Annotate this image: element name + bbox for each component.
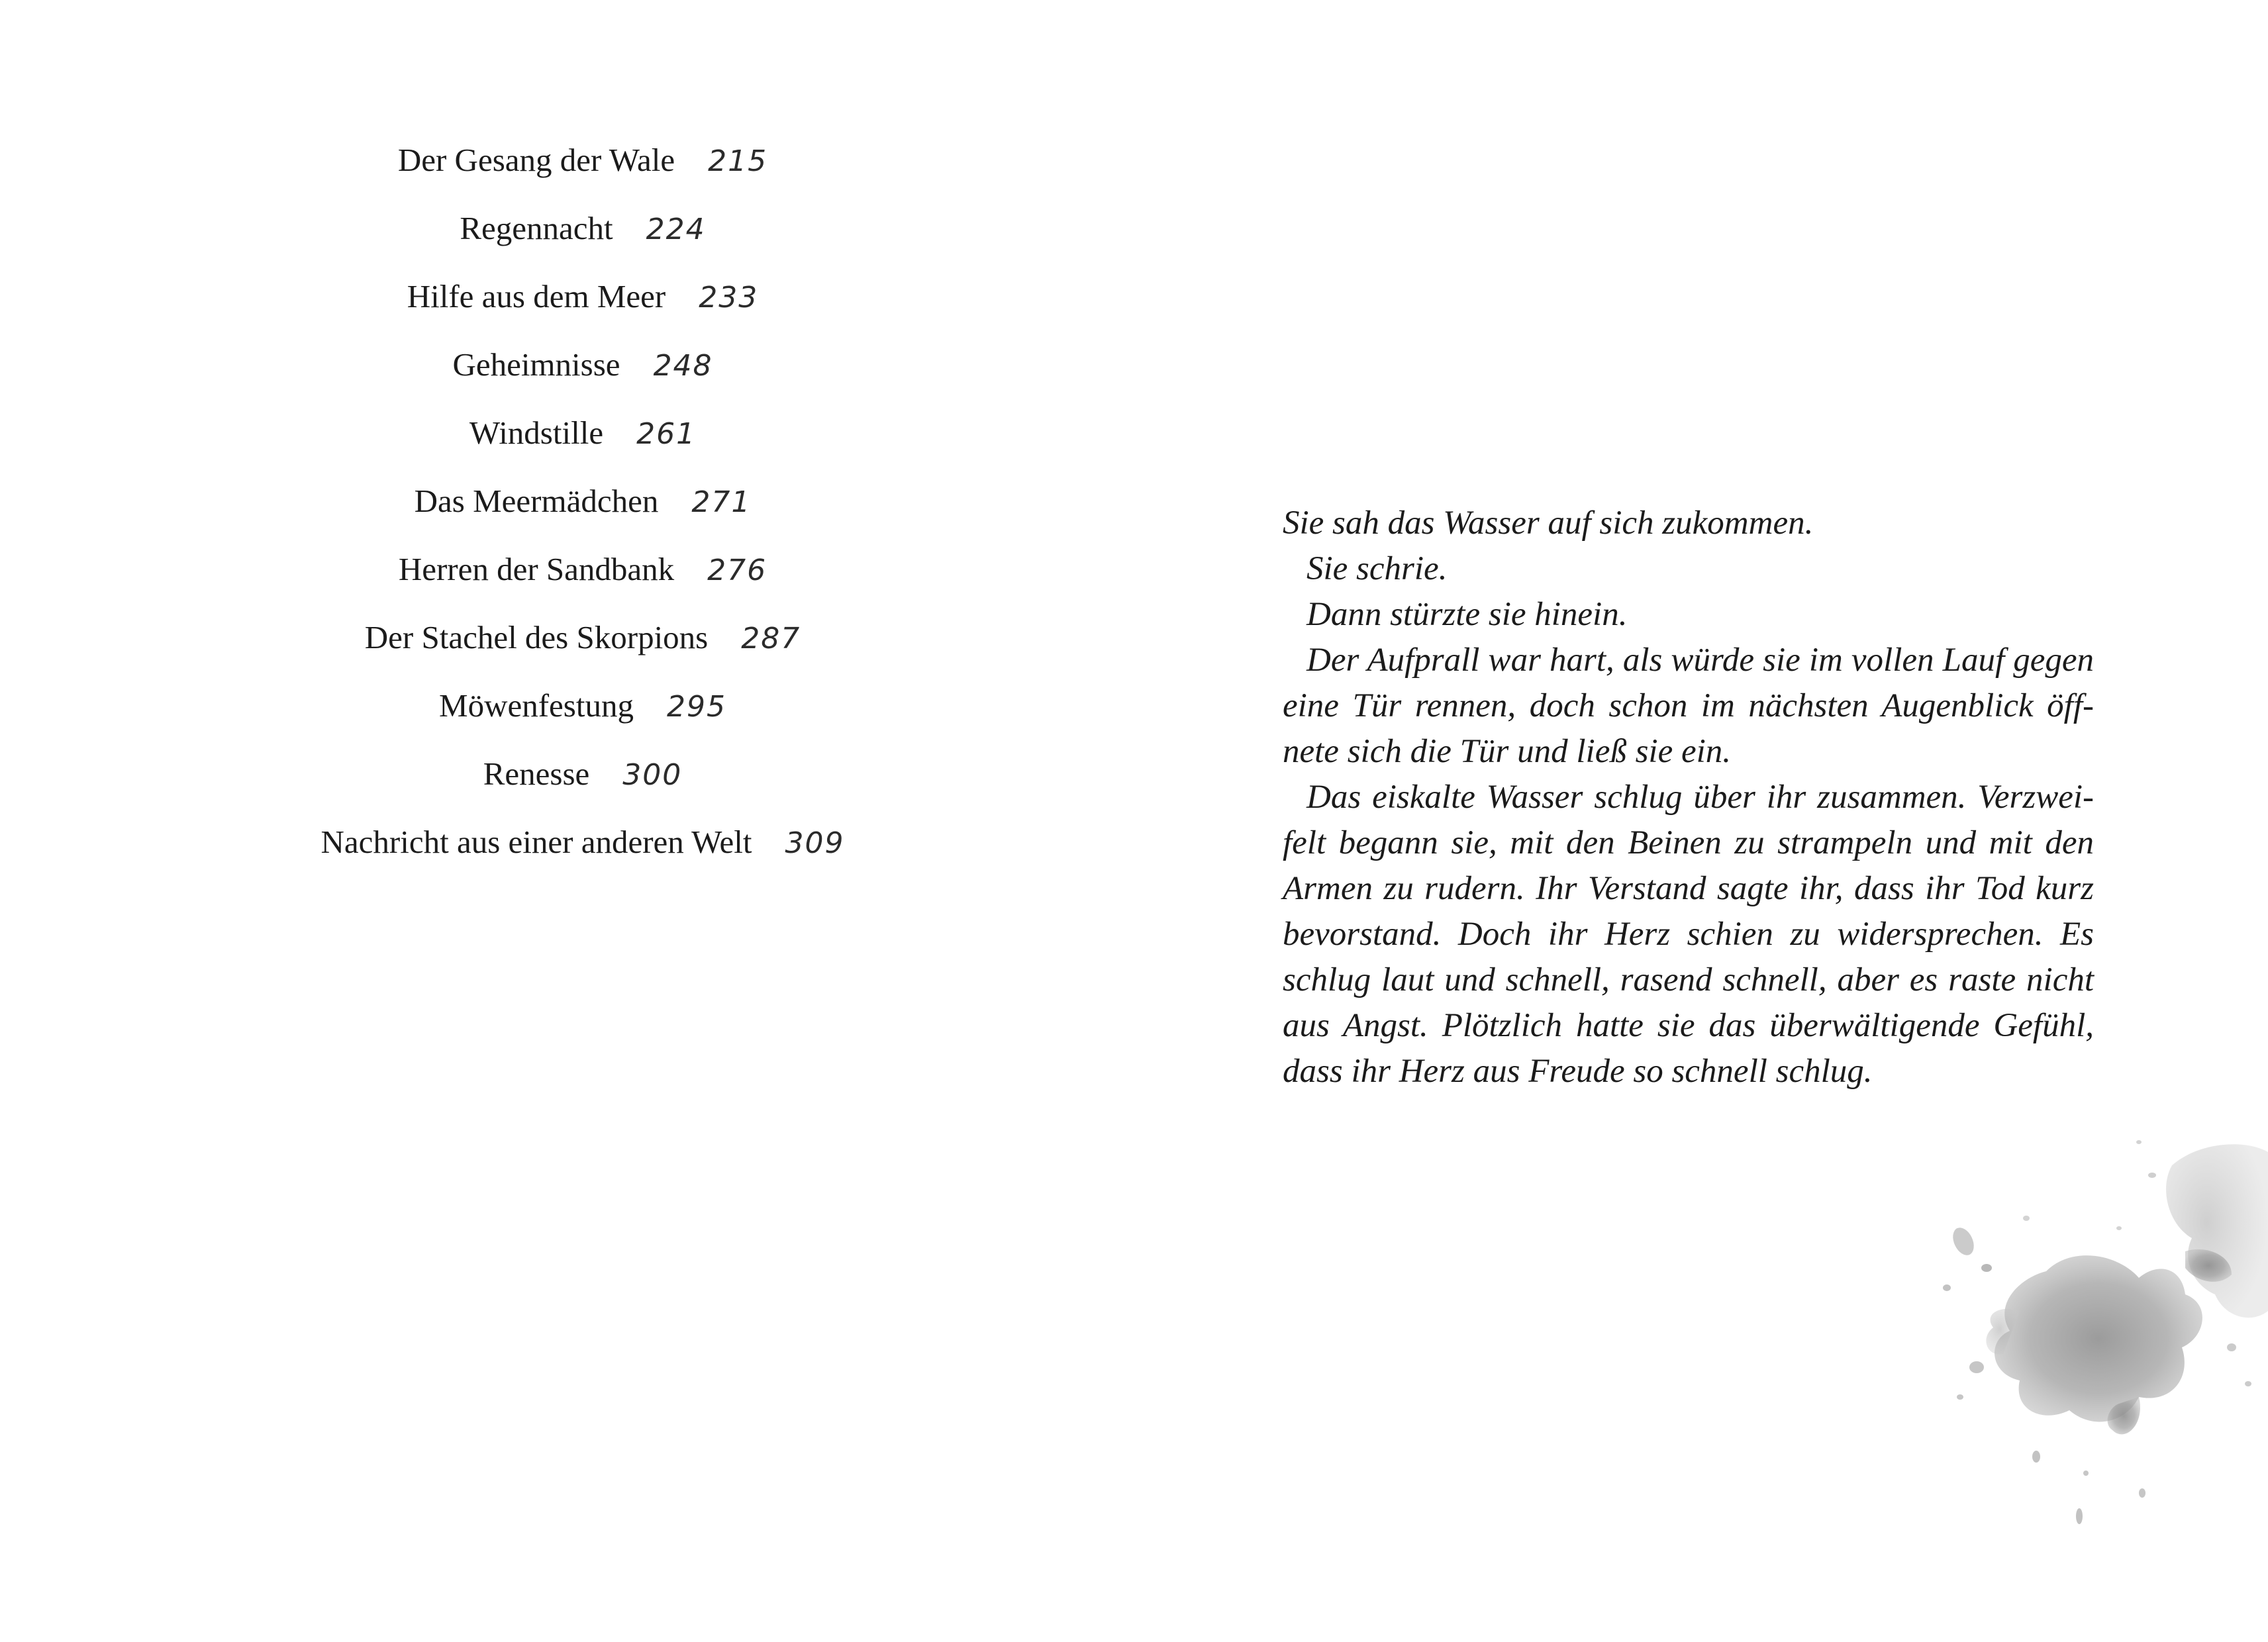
toc-entry <box>0 399 1165 467</box>
toc-chapter-title: Herren der Sandbank <box>398 551 675 587</box>
toc-chapter-title: Regennacht <box>460 210 613 246</box>
toc-entry <box>0 808 1165 876</box>
excerpt-paragraph: Der Aufprall war hart, als würde sie im vollen Lauf gegen eine Tür rennen, doch schon im nächsten Augenblick öffnete sich die Tür und ließ sie ein. <box>1283 642 2094 770</box>
excerpt-paragraph: Sie schrie. <box>1307 550 1448 587</box>
toc-chapter-title: Renesse <box>483 755 590 792</box>
toc-chapter-title: Windstille <box>469 414 604 451</box>
toc-entry <box>0 467 1165 535</box>
toc-entry <box>0 535 1165 603</box>
toc-entry <box>0 330 1165 399</box>
toc-page-number: 276 <box>707 554 767 587</box>
toc-chapter-title: Der Stachel des Skorpions <box>364 619 709 655</box>
toc-chapter-title: Möwenfestung <box>439 687 634 724</box>
toc-entry <box>0 194 1165 262</box>
toc-page-number: 261 <box>636 417 697 451</box>
toc-page-number: 271 <box>691 485 752 519</box>
toc-chapter-title: Hilfe aus dem Meer <box>407 278 666 314</box>
toc-chapter-title: Der Gesang der Wale <box>397 142 675 178</box>
excerpt-paragraph: Dann stürzte sie hinein. <box>1307 596 1628 633</box>
toc-entry <box>0 603 1165 671</box>
toc-page-number: 287 <box>741 622 801 655</box>
toc-page-number: 300 <box>622 758 683 792</box>
excerpt-paragraph: Sie sah das Wasser auf sich zukommen. <box>1283 505 1814 542</box>
toc-page-number: 224 <box>646 213 706 246</box>
toc-page-number: 233 <box>699 281 759 314</box>
ink-splash-icon <box>1920 1112 2268 1549</box>
toc-chapter-title: Geheimnisse <box>452 346 620 383</box>
toc-entry <box>0 740 1165 808</box>
toc-entry <box>0 671 1165 740</box>
toc-entry <box>0 126 1165 194</box>
toc-page-number: 295 <box>666 690 726 724</box>
toc-chapter-title: Nachricht aus einer anderen Welt <box>320 824 752 860</box>
toc-page-number: 248 <box>653 349 713 383</box>
story-excerpt <box>1283 501 2094 1094</box>
toc-page-number: 215 <box>708 144 768 178</box>
table-of-contents <box>0 126 1165 876</box>
toc-page-number: 309 <box>785 826 845 860</box>
excerpt-paragraph: Das eiskalte Wasser schlug über ihr zusammen. Verzweifelt begann sie, mit den Beinen zu strampeln und mit den Armen zu rudern. Ihr Verstand sagte ihr, dass ihr Tod kurz bevorstand. Doch ihr Herz schien zu widersprechen. Es schlug laut und schnell, rasend schnell, aber es raste nicht aus Angst. Plötzlich hatte sie das überwältigende Gefühl, dass ihr Herz aus Freude so schnell schlug. <box>1283 779 2094 1090</box>
toc-chapter-title: Das Meermädchen <box>414 483 659 519</box>
toc-entry <box>0 262 1165 330</box>
